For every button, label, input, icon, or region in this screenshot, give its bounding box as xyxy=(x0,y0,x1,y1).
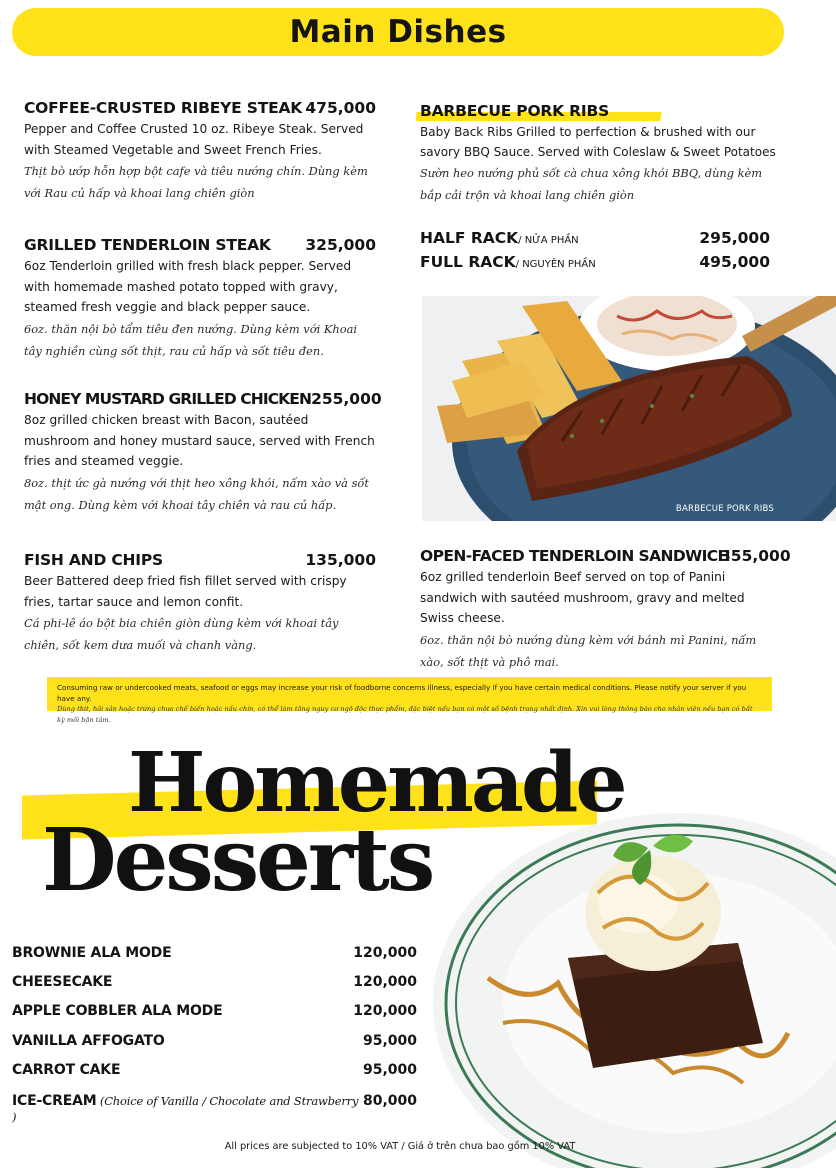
item-price: 355,000 xyxy=(720,547,791,565)
dessert-price: 80,000 xyxy=(362,1093,417,1109)
full-rack-label-vi: / NGUYÊN PHẦN xyxy=(515,259,596,270)
item-name: COFFEE-CRUSTED RIBEYE STEAK xyxy=(24,99,303,117)
food-safety-notice xyxy=(47,677,772,724)
menu-item xyxy=(24,551,376,656)
half-rack-label-vi: / NỬA PHẦN xyxy=(518,235,579,246)
half-rack-name: HALF RACK xyxy=(420,229,519,247)
notice-vietnamese: Dùng thịt, hải sản hoặc trứng chưa chế biến hoặc nấu chín, có thể làm tăng nguy cơ ngộ độc thực phẩm, đặc biệt nếu bạn có một số bệnh trạng nhất định. Xin vui lòng thông báo cho nhân viên nếu bạn có bất kỳ mối bận tâm. xyxy=(57,705,753,724)
dessert-item xyxy=(12,974,417,990)
dessert-note: (Choice of Vanilla / Chocolate and Strawberry ) xyxy=(12,1094,359,1124)
item-description: 8oz grilled chicken breast with Bacon, sautéed mushroom and honey mustard sauce, served with French fries and steamed veggie. xyxy=(24,413,375,468)
dessert-name-text: ICE-CREAM xyxy=(12,1093,97,1109)
menu-item xyxy=(24,236,376,362)
item-description: Pepper and Coffee Crusted 10 oz. Ribeye Steak. Served with Steamed Vegetable and Sweet French Fries. xyxy=(24,122,364,157)
dessert-item xyxy=(12,1062,417,1078)
dessert-name xyxy=(12,974,112,990)
dessert-price: 120,000 xyxy=(353,945,417,961)
brownie-illustration xyxy=(428,808,836,1168)
main-dishes-title: Main Dishes xyxy=(289,14,507,50)
dessert-name xyxy=(12,1062,120,1078)
desserts-title-desserts: Desserts xyxy=(42,810,433,911)
dessert-photo xyxy=(428,808,836,1168)
menu-item xyxy=(24,390,382,516)
menu-item xyxy=(24,99,376,204)
dessert-name xyxy=(12,1093,363,1125)
item-description-vi: Sườn heo nướng phủ sốt cà chua xông khói BBQ, dùng kèm bắp cải trộn và khoai lang chiên giòn xyxy=(420,166,763,202)
dessert-price: 95,000 xyxy=(362,1062,417,1078)
dessert-item xyxy=(12,945,417,961)
dessert-name xyxy=(12,945,171,961)
full-rack-name: FULL RACK xyxy=(420,253,516,271)
item-description: 6oz grilled tenderloin Beef served on top of Panini sandwich with sautéed mushroom, gravy and melted Swiss cheese. xyxy=(420,570,745,625)
dessert-name-text: CARROT CAKE xyxy=(12,1062,121,1078)
item-price: 475,000 xyxy=(305,99,376,117)
photo-caption: BARBECUE PORK RIBS xyxy=(675,504,774,514)
item-description: Beer Battered deep fried fish fillet served with crispy fries, tartar sauce and lemon confit. xyxy=(24,574,347,609)
dessert-name xyxy=(12,1003,222,1019)
ribs-illustration xyxy=(422,296,836,521)
half-rack-row xyxy=(420,229,770,247)
dessert-price: 120,000 xyxy=(353,1003,417,1019)
notice-english: Consuming raw or undercooked meats, seafood or eggs may increase your risk of foodborne concerns illness, especially if you have certain medical conditions. Please notify your server if you have any. xyxy=(57,683,747,703)
item-price: 135,000 xyxy=(305,551,376,569)
item-name: HONEY MUSTARD GRILLED CHICKEN xyxy=(24,390,312,408)
half-rack-price: 295,000 xyxy=(699,229,770,247)
full-rack-price: 495,000 xyxy=(699,253,770,271)
item-name: OPEN-FACED TENDERLOIN SANDWICH xyxy=(420,547,730,565)
ribs-photo xyxy=(422,296,836,521)
dessert-item xyxy=(12,1033,417,1049)
desserts-title-homemade: Homemade xyxy=(128,735,625,831)
item-description-vi: Cá phi-lê áo bột bia chiên giòn dùng kèm với khoai tây chiên, sốt kem dưa muối và chanh vàng. xyxy=(24,616,339,652)
item-price: 325,000 xyxy=(305,236,376,254)
vat-footer: All prices are subjected to 10% VAT / Giá ở trên chưa bao gồm 10% VAT xyxy=(224,1141,576,1152)
item-price: 255,000 xyxy=(311,390,382,408)
menu-item-sandwich xyxy=(420,547,791,673)
dessert-price: 95,000 xyxy=(362,1033,417,1049)
item-description-vi: 6oz. thăn nội bò nướng dùng kèm với bánh mì Panini, nấm xào, sốt thịt và phô mai. xyxy=(420,632,757,669)
half-rack-label xyxy=(420,229,579,247)
dessert-name xyxy=(12,1033,165,1049)
dessert-item xyxy=(12,1093,417,1125)
item-name: BARBECUE PORK RIBS xyxy=(420,102,610,120)
dessert-name-text: APPLE COBBLER ALA MODE xyxy=(12,1003,223,1019)
dessert-name-text: CHEESECAKE xyxy=(12,974,113,990)
item-name: GRILLED TENDERLOIN STEAK xyxy=(24,236,271,254)
menu-item-ribs xyxy=(420,102,776,206)
item-description: 6oz Tenderloin grilled with fresh black pepper. Served with homemade mashed potato topped with gravy, steamed fresh veggie and black pepper sauce. xyxy=(24,259,352,314)
item-description-vi: 8oz. thịt ức gà nướng với thịt heo xông khói, nấm xào và sốt mật ong. Dùng kèm với khoai tây chiên và rau củ hấp. xyxy=(24,475,369,512)
full-rack-row xyxy=(420,253,770,271)
dessert-name-text: BROWNIE ALA MODE xyxy=(12,945,172,961)
dessert-price: 120,000 xyxy=(353,974,417,990)
main-dishes-banner xyxy=(12,8,784,56)
dessert-name-text: VANILLA AFFOGATO xyxy=(12,1033,165,1049)
item-description-vi: Thịt bò ướp hỗn hợp bột cafe và tiêu nướng chín. Dùng kèm với Rau củ hấp và khoai lang chiên giòn xyxy=(24,164,368,200)
dessert-item xyxy=(12,1003,417,1019)
item-description-vi: 6oz. thăn nội bò tẩm tiêu đen nướng. Dùng kèm với Khoai tây nghiền cùng sốt thịt, rau củ hấp và sốt tiêu đen. xyxy=(24,321,357,358)
full-rack-label xyxy=(420,253,596,271)
item-description: Baby Back Ribs Grilled to perfection & brushed with our savory BBQ Sauce. Served with Coleslaw & Sweet Potatoes xyxy=(420,125,776,159)
item-name: FISH AND CHIPS xyxy=(24,551,163,569)
